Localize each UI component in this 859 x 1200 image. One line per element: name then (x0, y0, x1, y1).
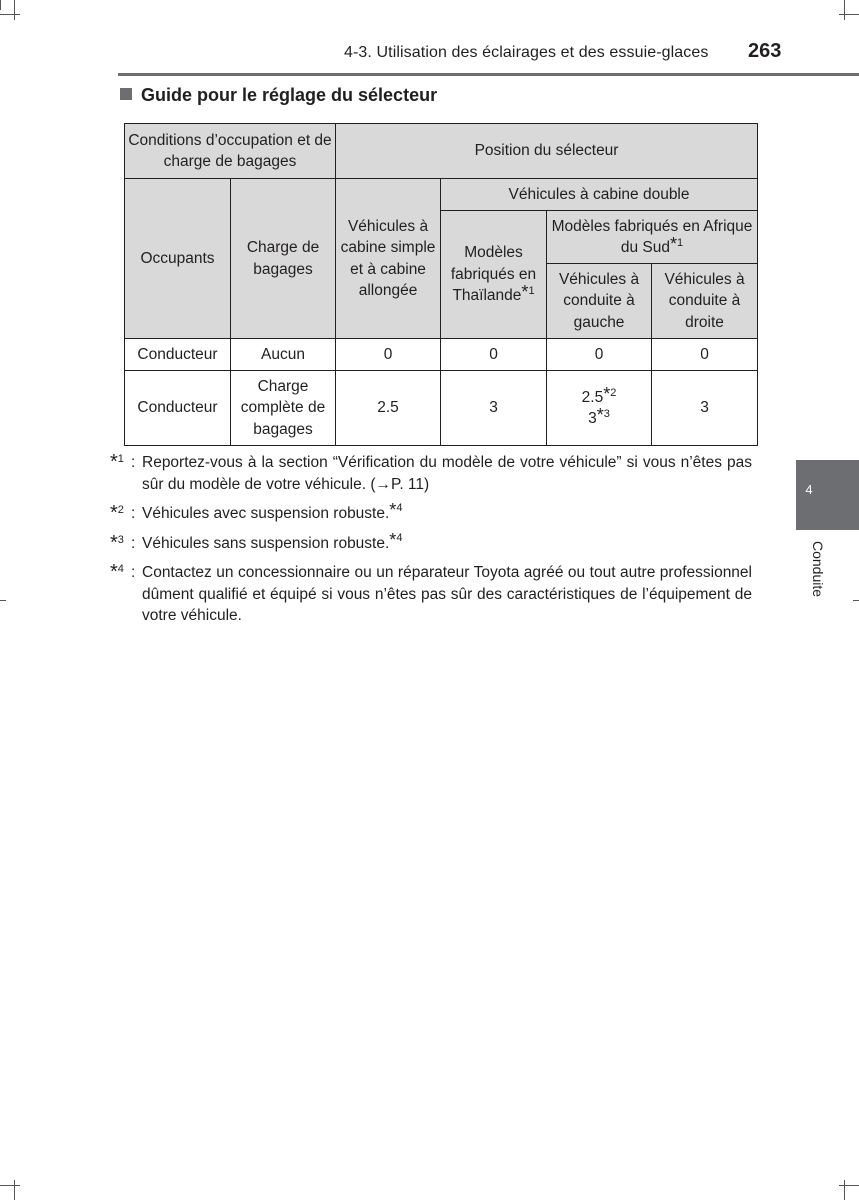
occupants-header: Occupants (125, 179, 231, 339)
thailand-models-label: Modèles fabriqués en Thaïlande (450, 244, 537, 305)
luggage-header: Charge de bagages (231, 179, 336, 339)
crop-mark (0, 0, 1, 10)
cell-thailand: 3 (441, 371, 547, 446)
footnote-text: Véhicules avec suspension robuste. (142, 505, 390, 522)
footnote-text: Contactez un concessionnaire ou un réparateur Toyota agréé ou tout autre professionnel dûment qualifié et équipé si vous n’êtes pas sûr des caractéristiques de l’équipement de votre véhicule. (142, 564, 752, 624)
left-hand-drive-value-b: 3$^{*^3}$ (588, 405, 610, 427)
footnote-ref: *1 (521, 282, 535, 303)
cell-luggage: Aucun (231, 339, 336, 371)
cell-thailand: 0 (441, 339, 547, 371)
cell-single-cab: 0 (336, 339, 441, 371)
chapter-number: 4 (805, 482, 813, 497)
footnote-marker: *$^1$ (110, 451, 124, 473)
cell-occupants: Conducteur (125, 371, 231, 446)
cell-right-hand-drive: 0 (652, 339, 758, 371)
south-africa-models-label: Modèles fabriqués en Afrique du Sud (551, 217, 753, 256)
footnote-marker: *$^4$ (110, 561, 124, 583)
chapter-tab (796, 460, 859, 530)
position-header: Position du sélecteur (336, 124, 758, 179)
table-header-row (125, 179, 758, 211)
crop-mark (844, 0, 845, 20)
footnotes (110, 452, 752, 635)
section-heading (120, 85, 437, 106)
crop-mark (839, 1185, 859, 1186)
conditions-header: Conditions d’occupation et de charge de bagages (125, 124, 336, 179)
cell-left-hand-drive (547, 371, 652, 446)
page-number: 263 (748, 40, 782, 62)
crop-mark (853, 600, 859, 601)
crop-mark (14, 0, 15, 20)
selector-guide-table (124, 123, 758, 446)
crop-mark (0, 1185, 20, 1186)
footnote-2: *$^2$ : Véhicules avec suspension robuste.$^{*^4}$ (110, 503, 752, 525)
single-cab-header: Véhicules à cabine simple et à cabine allongée (336, 179, 441, 339)
crop-mark (839, 14, 859, 15)
footnote-ref: *4 (389, 500, 403, 520)
cell-occupants: Conducteur (125, 339, 231, 371)
square-bullet-icon (120, 88, 132, 100)
cell-single-cab: 2.5 (336, 371, 441, 446)
crop-mark (0, 14, 20, 15)
footnote-4: *$^4$ : Contactez un concessionnaire ou un réparateur Toyota agréé ou tout autre professionnel dûment qualifié et équipé si vous n’êtes pas sûr des caractéristiques de l’équipement de votre véhicule. (110, 561, 752, 624)
footnote-3: *$^3$ : Véhicules sans suspension robuste.$^{*^4}$ (110, 533, 752, 555)
chapter-label: Conduite (810, 541, 826, 598)
cell-luggage: Charge complète de bagages (231, 371, 336, 446)
section-title: 4-3. Utilisation des éclairages et des essuie-glaces (344, 44, 709, 61)
right-hand-drive-header: Véhicules à conduite à droite (652, 264, 758, 339)
south-africa-models-header (547, 211, 758, 264)
cell-right-hand-drive: 3 (652, 371, 758, 446)
table-row (125, 339, 758, 371)
left-hand-drive-header: Véhicules à conduite à gauche (547, 264, 652, 339)
thailand-models-header (441, 211, 547, 339)
footnote-ref: *1 (670, 234, 684, 254)
crop-mark (14, 1180, 15, 1200)
table-row (125, 371, 758, 446)
crop-mark (844, 1180, 845, 1200)
footnote-text: Reportez-vous à la section “Vérification du modèle de votre véhicule” si vous n’êtes pas sûr du modèle de votre véhicule. (→P. 11) (142, 454, 752, 493)
footnote-1: *$^1$ : Reportez-vous à la section “Vérification du modèle de votre véhicule” si vous n’êtes pas sûr du modèle de votre véhicule. (→P. 11) (110, 451, 752, 493)
footnote-ref: *4 (389, 529, 403, 550)
footnote-text: Véhicules sans suspension robuste. (142, 534, 390, 552)
left-hand-drive-value-a: 2.5$^{*^2}$ (581, 383, 617, 406)
footnote-marker: *$^2$ (110, 502, 124, 524)
header-rule (118, 73, 859, 76)
double-cab-header: Véhicules à cabine double (441, 179, 758, 211)
footnote-marker: *$^3$ (110, 531, 124, 554)
heading-text: Guide pour le réglage du sélecteur (141, 85, 438, 105)
table-header-row (125, 124, 758, 179)
crop-mark (0, 600, 6, 601)
cell-left-hand-drive: 0 (547, 339, 652, 371)
